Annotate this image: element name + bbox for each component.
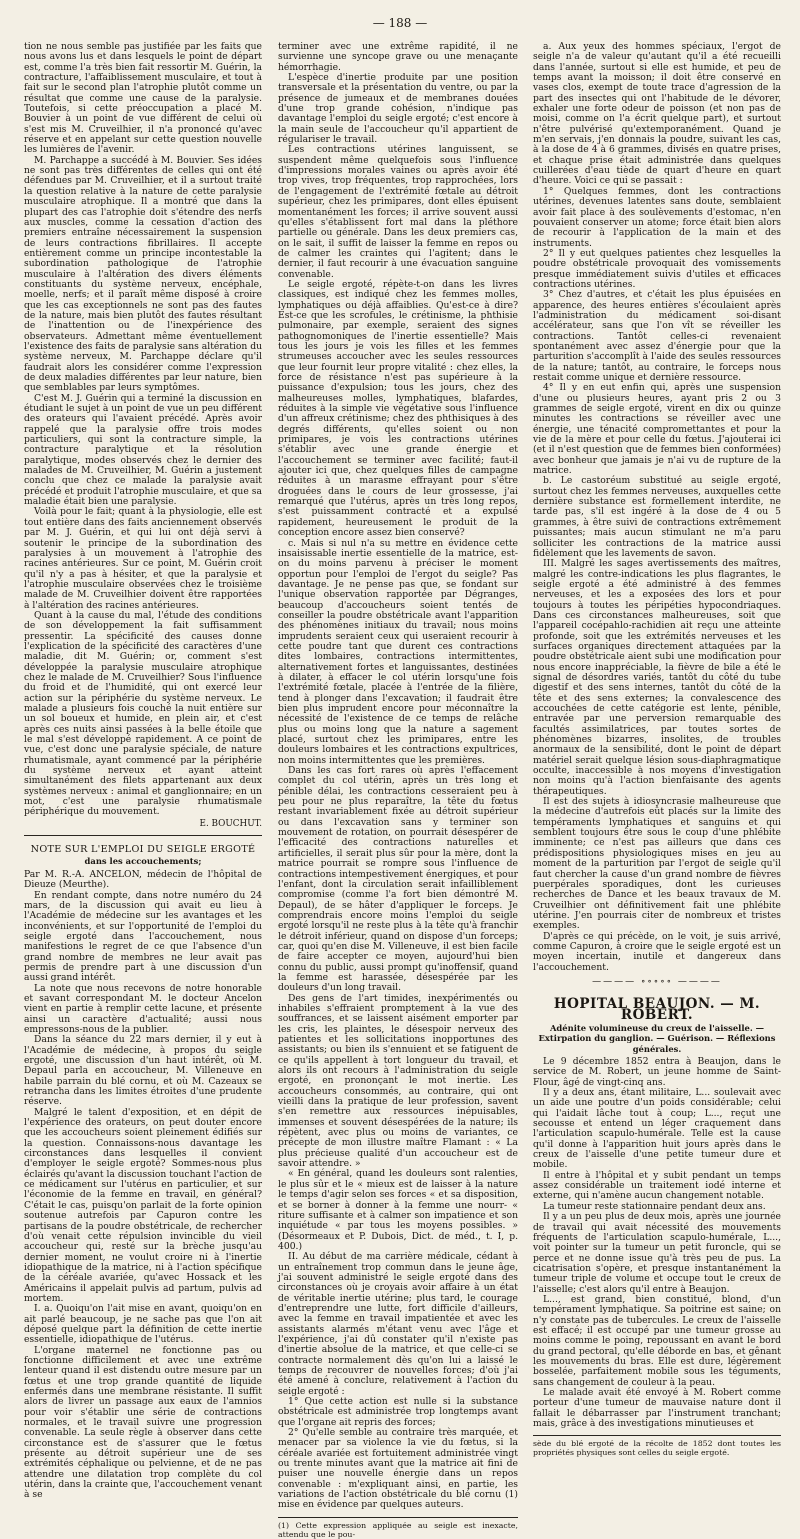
paragraph: b. Le castoréum substitué au seigle ergoté, surtout chez les femmes nerveuses, auxquelles cette dernière substance est formellement interdite, ne tarde pas, s'il est ingéré à la dose de 4 ou 5 grammes, à être suivi de contractions extrêmement puissantes; mais aucun stimulant ne m'a paru solliciter les contractions de la matrice aussi fidèlement que les lavements de savon. [533, 475, 781, 559]
column-right [533, 41, 781, 1458]
case-subtitle: Adénite volumineuse du creux de l'aisselle. — Extirpation du ganglion. — Guérison. — Réflexions générales. [538, 1022, 776, 1054]
section-subtitle: dans les accouchements; [84, 856, 202, 867]
ornament-divider: ———— ∘∘∘∘∘ ———— [592, 976, 722, 987]
paragraph: I. a. Quoiqu'on l'ait mise en avant, quoiqu'on en ait parlé beaucoup, je ne sache pas que l'on ait déposé quelque part la définition de cette inertie essentielle, idiopathique de l'utérus. [24, 1303, 262, 1346]
divider [24, 835, 262, 836]
hospital-title: HOPITAL BEAUJON. — M. ROBERT. [553, 996, 761, 1023]
column-middle [278, 41, 518, 1539]
paragraph: Voilà pour le fait; quant à la physiologie, elle est tout entière dans des faits anciennement observés par M. J. Guérin, et qui lui ont déjà servi à soutenir le principe de la subordination des paralysies à un mouvement à l'atrophie des racines antérieures. Sur ce point, M. Guérin croit qu'il n'y a pas à hésiter, et que la paralysie et l'atrophie musculaire observées chez le troisième malade de M. Cruveilhier doivent être rapportées à l'altération des racines antérieures. [24, 506, 262, 611]
paragraph: C'est M. J. Guérin qui a terminé la discussion en étudiant le sujet à un point de vue un peu différent des orateurs qui l'avaient précédé. Après avoir rappelé que la paralysie offre trois modes particuliers, qui sont la contracture simple, la contracture paralytique et la résolution paralytique, modes observés chez le dernier des malades de M. Cruveilhier, M. Guérin a justement conclu que chez ce malade la paralysie avait précédé et produit l'atrophie musculaire, et que sa maladie était bien une paralysie. [24, 392, 262, 508]
paragraph: Il est des sujets à idiosyncrasie malheureuse que la médecine d'autrefois eût placés sur la limite des tempéraments lymphatiques et sanguins et qui semblent toujours être sous le coup d'une phlébite imminente; ce n'est pas ailleurs que dans ces prédispositions physiologiques mises en jeu au moment de la parturition par l'ergot de seigle qu'il faut chercher la cause d'un grand nombre de fièvres puerpérales sporadiques, dont les curieuses recherches de Dance et les beaux travaux de M. Cruveilhier ont définitivement fait une phlébite utérine. J'en pourrais citer de nombreux et tristes exemples. [533, 796, 781, 932]
paragraph: L'organe maternel ne fonctionne pas ou fonctionne difficilement et avec une extrême lenteur quand il est distendu outre mesure par un fœtus et une trop grande quantité de liquide enfermés dans une membrane résistante. Il suffit alors de livrer un passage aux eaux de l'amnios pour voir s'établir une série de contractions normales, et le travail suivre une progression convenable. La seule règle à observer dans cette circonstance est de s'assurer que le fœtus présente au détroit supérieur une de ses extrémités céphalique ou pelvienne, et de ne pas attendre une dilatation trop complète du col utérin, dans la crainte que, l'accouchement venant à se [24, 1344, 262, 1501]
paragraph: Il y a deux ans, étant militaire, L... soulevait avec un aide une poutre d'un poids considérable; celui qui l'aidait lâche tout à coup; L..., reçut une secousse et entend un léger craquement dans l'articulation scapulo-humérale. Telle est la cause qu'il donne à l'apparition huit jours après dans le creux de l'aisselle d'une petite tumeur dure et mobile. [533, 1087, 781, 1171]
paragraph: III. Malgré les sages avertissements des maîtres, malgré les contre-indications les plus flagrantes, le seigle ergoté a été administré à des femmes nerveuses, et les a exposées des lors et pour toujours à toutes les péripéties hypocondriaques. Dans ces circonstances malheureuses, soit que l'appareil cocépahlo-rachidien ait reçu une atteinte profonde, soit que les extrémités nerveuses et les surfaces organiques directement attaquées par la poudre obstétricale aient subi une modification pour nous encore inappréciable, la fièvre de bile a été le signal de désordres variés, tantôt du côté du tube digestif et des sens internes, tantôt du côté de la tête et des sens externes; la convalescence des accouchées de cette catégorie est lente, pénible, entravée par une perversion remarquable des facultés assimilatrices, par toutes sortes de phénomènes bizarres, insolites, de troubles anormaux de la sensibilité, dont le point de départ matériel serait quelque lésion sous-diaphragmatique occulte, inaccessible à nos moyens d'investigation non moins qu'à l'action bienfaisante des agents thérapeutiques. [533, 558, 781, 797]
paragraph: Dans les cas fort rares où après l'effacement complet du col utérin, après un très long et pénible délai, les contractions cesseraient peu à peu pour ne plus reparaître, la tête du fœtus restant invariablement fixée au détroit supérieur ou dans l'excavation sans y terminer son mouvement de rotation, on pourrait désespérer de l'efficacité des contractions naturelles et artificielles, il serait plus sûr pour la mère, dont la matrice pourrait se rompre sous l'influence de contractions intempestivement énergiques, et pour l'enfant, dont la circulation serait infailliblement compromise (comme l'a fort bien démontré M. Depaul), de se hâter d'appliquer le forceps. Je comprendrais encore moins l'emploi du seigle ergoté lorsqu'il ne reste plus à la tête qu'à franchir le détroit inférieur, quand on dispose d'un forceps; car, quoi qu'en dise M. Villeneuve, il est bien facile de faire accepter ce moyen, aujourd'hui bien connu du public, aussi prompt qu'inoffensif, quand la femme est harassée, désespérée par les douleurs d'un long travail. [278, 765, 518, 994]
paragraph: terminer avec une extrême rapidité, il ne survienne une syncope grave ou une menaçante hémorrhagie. [278, 41, 518, 73]
paragraph: 2° Qu'elle semble au contraire très marquée, et menacer par sa violence la vie du fœtus, si la céréale avariée est fortuitement administrée vingt ou trente minutes avant que la matrice ait fini de puiser une nouvelle énergie dans un repos convenable : m'expliquant ainsi, en partie, les variations de l'action obstétricale du blé cornu (1) mise en évidence par quelques auteurs. [278, 1427, 518, 1511]
paragraph: Il entre à l'hôpital et y subit pendant un temps assez considérable un traitement iodé interne et externe, qui n'amène aucun changement notable. [533, 1169, 781, 1202]
paragraph: 1° Quelques femmes, dont les contractions utérines, devenues latentes sans doute, semblaient avoir fait place à des soulèvements d'estomac, n'en pouvaient conserver un atome; force était bien alors de recourir à l'application de la main et des instruments. [533, 185, 781, 249]
paragraph: Des gens de l'art timides, inexpérimentés ou inhabiles s'effraient promptement à la vue des souffrances, et se laissent aisément emporter par les cris, les plaintes, le désespoir nerveux des patientes et les sollicitations inopportunes des assistants; ou bien ils s'ennuient et se fatiguent de ce qu'ils appellent à tort longueur du travail, et alors ils ont recours à l'administration du seigle ergoté, en prononçant le mot inertie. Les accoucheurs consommés, au contraire, qui ont vieilli dans la pratique de leur profession, savent s'en remettre aux ressources inépuisables, immenses et souvent désespérées de la nature; ils répètent, avec plus ou moins de variantes, ce précepte de mon illustre maître Flamant : « La plus précieuse qualité d'un accoucheur est de savoir attendre. » [278, 992, 518, 1170]
paragraph: Le 9 décembre 1852 entra à Beaujon, dans le service de M. Robert, un jeune homme de Saint-Flour, âgé de vingt-cinq ans. [533, 1056, 781, 1088]
footnote-text: (1) Cette expression appliquée au seigle est inexacte, attendu que le pou- [278, 1520, 518, 1539]
author-line: Par M. R.-A. ANCELON, médecin de l'hôpital de Dieuze (Meurthe). [24, 868, 262, 891]
paragraph: Quant à la cause du mal, l'étude des conditions de son développement la fait suffisamment pressentir. La spécificité des causes donne l'explication de la spécificité des caractères d'une maladie, dit M. Guérin; or, comment s'est développée la paralysie musculaire atrophique chez le malade de M. Cruveilhier? Sous l'influence du froid et de l'humidité, qui ont exercé leur action sur la périphérie du système nerveux. Le malade a plusieurs fois couché la nuit entière sur un sol boueux et humide, en plein air, et c'est après ces nuits ainsi passées à la belle étoile que le mal s'est développé rapidement. A ce point de vue, c'est donc une paralysie spéciale, de nature rhumatismale, ayant commencé par la périphérie du système nerveux et ayant atteint simultanément des filets appartenant aux deux systèmes nerveux : animal et ganglionnaire; en un mot, c'est une paralysie rhumatismale périphérique du mouvement. [24, 609, 262, 818]
paragraph: La tumeur reste stationnaire pendant deux ans. [543, 1200, 766, 1212]
footnote-text: sède du blé ergoté de la récolte de 1852 dont toutes les propriétés physiques sont celles du seigle ergoté. [533, 1439, 781, 1458]
paragraph: Les contractions utérines languissent, se suspendent même quelquefois sous l'influence d'impressions morales vaines ou après avoir été trop vives, trop fréquentes, trop rapprochées, lors de l'engagement de l'extrémité fœtale au détroit supérieur, chez les primipares, dont elles épuisent momentanément les forces; il arrive souvent aussi qu'elles s'établissent fort mal dans la pléthore partielle ou générale. Dans les deux premiers cas, on le sait, il suffit de laisser la femme en repos ou de calmer les craintes qui l'agitent; dans le dernier, il faut recourir à une évacuation sanguine convenable. [278, 144, 518, 280]
paragraph: tion ne nous semble pas justifiée par les faits que nous avons lus et dans lesquels le point de départ est, comme l'a très bien fait ressortir M. Guérin, la contracture, l'affaiblissement musculaire, et tout à fait sur le second plan l'atrophie plutôt comme un résultat que comme une cause de la paralysie. Toutefois, si cette préoccupation a placé M. Bouvier à un point de vue différent de celui où s'est mis M. Cruveilhier, il n'a prononcé qu'avec réserve et en appelant sur cette question nouvelle les lumières de l'avenir. [24, 41, 262, 156]
footnote [533, 1435, 781, 1457]
paragraph: « En général, quand les douleurs sont ralenties, le plus sûr et le « mieux est de laisser à la nature le temps d'agir selon ses forces « et sa disposition, et se borner à donner à la femme une nourr- « riture suffisante et à calmer son impatience et son inquiétude « par tous les moyens possibles. » (Désormeaux et P. Dubois, Dict. de méd., t. I, p. 400.) [278, 1168, 518, 1252]
paragraph: Il y a un peu plus de deux mois, après une journée de travail qui avait nécessité des mouvements fréquents de l'articulation scapulo-humérale, L..., voit pointer sur la tumeur un petit furoncle, qui se perce et ne donne issue qu'à très peu de pus. La cicatrisation s'opère, et presque instantanément la tumeur triple de volume et occupe tout le creux de l'aisselle; c'est alors qu'il entre à Beaujon. [533, 1211, 781, 1295]
section-title: NOTE SUR L'EMPLOI DU SEIGLE ERGOTÉ [30, 844, 256, 856]
paragraph: M. Parchappe a succédé à M. Bouvier. Ses idées ne sont pas très différentes de celles qui ont été défendues par M. Cruveilhier, et il a surtout traité la question relative à la nature de cette paralysie musculaire atrophique. Il a montré que dans la plupart des cas l'atrophie doit s'étendre des nerfs aux muscles, comme la cessation d'action des premiers entraîne nécessairement la suspension de leurs contractions fibrillaires. Il accepte entièrement comme un principe incontestable la subordination pathologique de l'atrophie musculaire à l'altération des divers éléments constituants du système nerveux, encéphale, moelle, nerfs; et il paraît même disposé à croire que les cas exceptionnels ne sont pas des fautes de la nature, mais bien plutôt des fautes résultant de l'inattention ou de l'inexpérience des observateurs. Admettant même éventuellement l'existence des faits de paralysie sans altération du système nerveux, M. Parchappe déclare qu'il faudrait alors les considérer comme l'expression de deux maladies différentes par leur nature, bien que semblables par leurs symptômes. [24, 154, 262, 394]
paragraph: L'espèce d'inertie produite par une position transversale et la présentation du ventre, ou par la présence de jumeaux et de membranes douées d'une trop grande cohésion, n'indique pas davantage l'emploi du seigle ergoté; c'est encore à la main seule de l'accoucheur qu'il appartient de régulariser le travail. [278, 72, 518, 146]
paragraph: 4° Il y en eut enfin qui, après une suspension d'une ou plusieurs heures, ayant pris 2 ou 3 grammes de seigle ergoté, virent en dix ou quinze minutes les contractions se réveiller avec une énergie, une ténacité compromettantes et pour la vie de la mère et pour celle du fœtus. J'ajouterai ici (et il n'est question que de femmes bien conformées) avec bonheur que jamais je n'ai vu de rupture de la matrice. [533, 382, 781, 477]
signature: E. BOUCHUT. [199, 818, 262, 829]
paragraph: c. Mais si nul n'a su mettre en évidence cette insaisissable inertie essentielle de la matrice, est-on du moins parvenu à préciser le moment opportun pour l'emploi de l'ergot du seigle? Pas davantage. Je ne pense pas que, se fondant sur l'unique observation rapportée par Dégranges, beaucoup d'accoucheurs soient tentés de conseiller la poudre obstétricale avant l'apparition des phénomènes initiaux du travail; nous moins imprudents seraient ceux qui useraient recourir à cette poudre tant que durent ces contractions dites lombaires, contractions intermittentes, alternativement fortes et languissantes, destinées à dilater, à effacer le col utérin lorsqu'une fois l'extrémité fœtale, placée à l'entrée de la filière, tend à plonger dans l'excavation; il faudrait être bien plus imprudent encore pour méconnaître la nécessité de l'existence de ce temps de relâche plus ou moins long que la nature a sagement placé, surtout chez les primipares, entre les douleurs lombaires et les contractions expultrices, non moins intermittentes que les premières. [278, 537, 518, 766]
paragraph: Le seigle ergoté, répète-t-on dans les livres classiques, est indiqué chez les femmes molles, lymphatiques ou déjà affaiblies. Qu'est-ce à dire? Est-ce que les scrofules, le crétinisme, la phthisie pulmonaire, par exemple, seraient des signes pathognomoniques de l'inertie essentielle? Mais tous les jours je vois les filles et les femmes strumeuses accoucher avec les seules ressources que leur fournit leur propre vitalité : chez elles, la force de résistance n'est pas supérieure à la puissance d'expulsion; tous les jours, chez des malheureuses molles, lymphatiques, blafardes, réduites à la simple vie végétative sous l'influence d'un affreux crétinisme; chez des phthisiques à des degrés différents, qu'elles soient ou non primipares, je vois les contractions utérines s'établir avec une grande énergie et l'accouchement se terminer avec facilité; faut-il ajouter ici que, chez quelques filles de campagne réduites à un marasme effrayant pour s'être droguées dans le cours de leur grossesse, j'ai remarqué que l'utérus, après un très long repos, s'est puissamment contracté et a expulsé rapidement, heureusement le produit de la conception encore assez bien conservé? [278, 278, 518, 539]
paragraph: 1° Que cette action est nulle si la substance obstétricale est administrée trop longtemps avant que l'organe ait repris des forces; [278, 1396, 518, 1428]
paragraph: 3° Chez d'autres, et c'était les plus épuisées en apparence, des heures entières s'écoulaient après l'administration du médicament soi-disant accélérateur, sans que l'on vît se réveiller les contractions. Tantôt celles-ci revenaient spontanément avec assez d'énergie pour que la parturition s'accomplît à l'aide des seules ressources de la nature; tantôt, au contraire, le forceps nous restait comme unique et dernière ressource. [533, 289, 781, 383]
paragraph: II. Au début de ma carrière médicale, cédant à un entraînement trop commun dans le jeune âge, j'ai souvent administré le seigle ergoté dans des circonstances où je croyais avoir affaire à un état de véritable inertie utérine; plus tard, le courage d'entreprendre une lutte, fort difficile d'ailleurs, avec la femme en travail impatientée et avec les assistants alarmés m'étant venu avec l'âge et l'expérience, j'ai dû constater qu'il n'existe pas d'inertie absolue de la matrice, et que celle-ci se contracte normalement dès qu'on lui a laissé le temps de recouvrer de nouvelles forces; d'où j'ai été amené à conclure, relativement à l'action du seigle ergoté : [278, 1251, 518, 1397]
footnote [278, 1517, 518, 1539]
paragraph: Le malade avait été envoyé à M. Robert comme porteur d'une tumeur de mauvaise nature dont il fallait le débarrasser par l'instrument tranchant; mais, grâce à des investigations minutieuses et [533, 1387, 781, 1430]
paragraph: La note que nous recevons de notre honorable et savant correspondant M. le docteur Ancelon vient en partie à remplir cette lacune, et présente ainsi un caractère d'actualité; aussi nous empressons-nous de la publier. [24, 982, 262, 1035]
paragraph: Malgré le talent d'exposition, et en dépit de l'expérience des orateurs, on peut douter encore que les accoucheurs soient pleinement édifiés sur la question. Connaissons-nous davantage les circonstances dans lesquelles il convient d'employer le seigle ergoté? Sommes-nous plus éclairés qu'avant la discussion touchant l'action de ce médicament sur l'utérus en particulier, et sur l'économie de la femme en travail, en général? C'était le cas, puisqu'on parlait de la forte opinion soutenue autrefois par Capuron contre les partisans de la poudre obstétricale, de rechercher d'où venait cette répulsion invincible du vieil accoucheur qui, resté sur la brèche jusqu'au dernier moment, ne voulut croire ni à l'inertie idiopathique de la matrice, ni à l'action spécifique de la céréale avariée, qu'avec Hossack et les Américains il appelait pulvis ad partum, pulvis ad mortem. [24, 1106, 262, 1304]
paragraph: a. Aux yeux des hommes spéciaux, l'ergot de seigle n'a de valeur qu'autant qu'il a été recueilli dans l'année, surtout si elle est humide, et peu de temps avant la moisson; il doit être conservé en vases clos, exempt de toute trace d'agression de la part des insectes qui ont l'habitude de le dévorer, exhaler une forte odeur de poisson (et non pas de moisi, comme on l'a écrit quelque part), et surtout n'être pulvérisé qu'extemporanément. Quand je m'en servais, j'en donnais la poudre, suivant les cas, à la dose de 4 à 6 grammes, divisés en quatre prises, et chaque prise était administrée dans quelques cuillerées d'eau tiède de quart d'heure en quart d'heure. Voici ce qui se passait : [533, 41, 781, 187]
paragraph: Dans la séance du 22 mars dernier, il y eut à l'Académie de médecine, à propos du seigle ergoté, une discussion d'un haut intérêt, où M. Depaul parla en accoucheur, M. Villeneuve en habile parrain du blé cornu, et où M. Cazeaux se retrancha dans les limites étroites d'une prudente réserve. [24, 1034, 262, 1108]
page-number: — 188 — [372, 16, 428, 30]
paragraph: 2° Il y eut quelques patientes chez lesquelles la poudre obstétricale provoquait des vomissements presque immédiatement suivis d'utiles et efficaces contractions utérines. [533, 247, 781, 290]
paragraph: L..., est grand, bien constitué, blond, d'un tempérament lymphatique. Sa poitrine est saine; on n'y constate pas de tubercules. Le creux de l'aisselle est effacé; il est occupé par une tumeur grosse au moins comme le poing, repoussant en avant le bord du grand pectoral, qu'elle déborde en bas, et gênant les mouvements du bras. Elle est dure, légèrement bosselée, parfaitement mobile sous les téguments, sans changement de couleur à la peau. [533, 1293, 781, 1388]
paragraph: D'après ce qui précède, on le voit, je suis arrivé, comme Capuron, à croire que le seigle ergoté est un moyen incertain, inutile et dangereux dans l'accouchement. [533, 930, 781, 973]
paragraph: En rendant compte, dans notre numéro du 24 mars, de la discussion qui avait eu lieu à l'Académie de médecine sur les avantages et les inconvénients, et sur l'opportunité de l'emploi du seigle ergoté dans l'accouchement, nous manifestions le regret de ce que l'absence d'un grand nombre de membres ne leur avait pas permis de prendre part à une discussion d'un aussi grand intérêt. [24, 889, 262, 984]
column-left [24, 41, 262, 1501]
